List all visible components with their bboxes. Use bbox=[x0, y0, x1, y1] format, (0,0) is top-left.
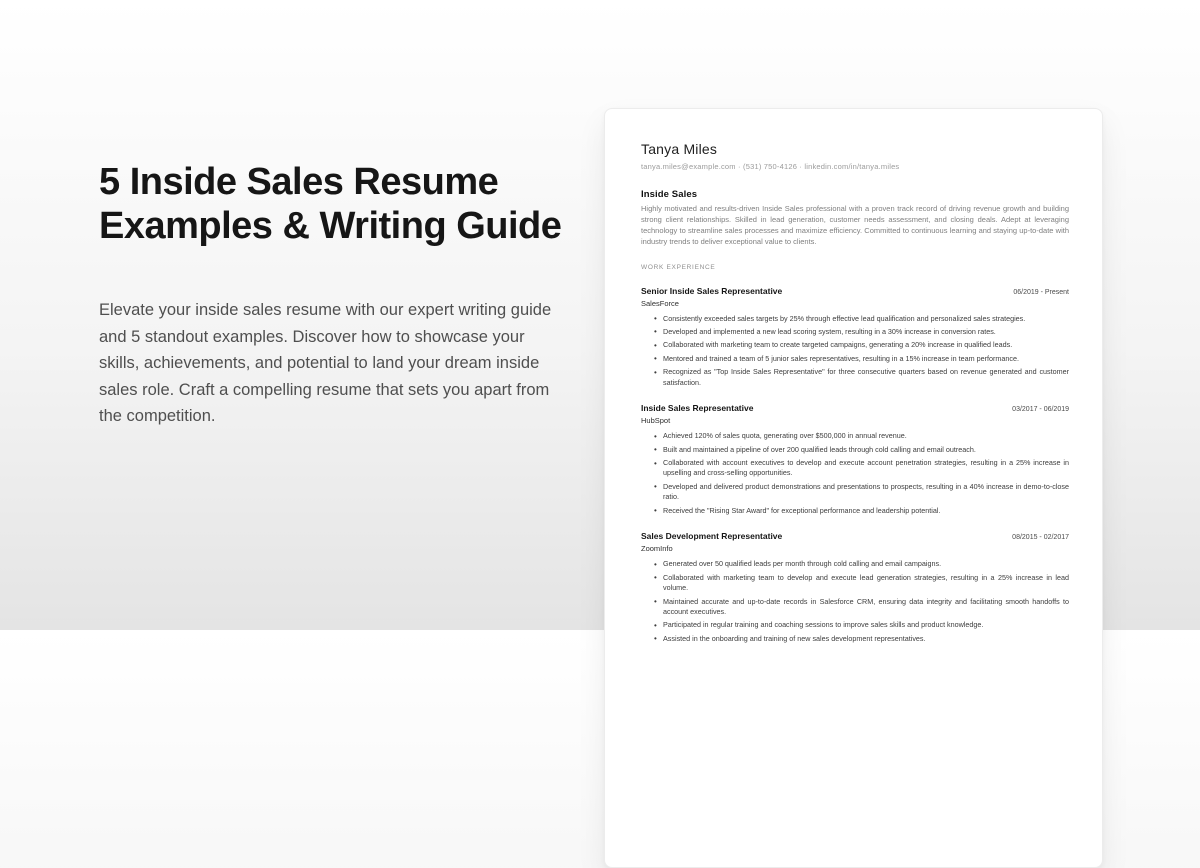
job-bullet: • Consistently exceeded sales targets by 25% through effective lead qualification and personalized sales strategies. bbox=[654, 314, 1069, 324]
job-title: Senior Inside Sales Representative bbox=[641, 285, 783, 296]
job-bullet: • Collaborated with marketing team to develop and execute lead generation strategies, resulting in a 25% increase in lead volume. bbox=[654, 573, 1069, 594]
job-header bbox=[641, 531, 1069, 541]
job-bullet: • Recognized as "Top Inside Sales Representative" for three consecutive quarters based on revenue generated and customer satisfaction. bbox=[654, 367, 1069, 388]
resume-card bbox=[604, 108, 1103, 868]
job-bullet-list bbox=[641, 431, 1069, 516]
job-bullet-list bbox=[641, 314, 1069, 389]
job-bullet: • Participated in regular training and coaching sessions to improve sales skills and product knowledge. bbox=[654, 620, 1069, 630]
job-bullet: • Mentored and trained a team of 5 junior sales representatives, resulting in a 15% increase in team performance. bbox=[654, 354, 1069, 364]
job-bullet: • Collaborated with marketing team to create targeted campaigns, generating a 20% increase in qualified leads. bbox=[654, 340, 1069, 350]
job-dates: 06/2019 - Present bbox=[1013, 288, 1069, 296]
job-company: HubSpot bbox=[641, 416, 671, 426]
job-bullet: • Developed and delivered product demonstrations and presentations to prospects, resulting in a 40% increase in demo-to-close ratio. bbox=[654, 482, 1069, 503]
resume-contact: tanya.miles@example.com · (531) 750-4126 · linkedin.com/in/tanya.miles bbox=[641, 162, 900, 171]
job-bullet: • Collaborated with account executives to develop and execute account penetration strategies, resulting in a 25% increase in upselling and cross-selling opportunities. bbox=[654, 458, 1069, 479]
resume-name: Tanya Miles bbox=[641, 141, 718, 157]
job-header bbox=[641, 403, 1069, 413]
hero-section bbox=[99, 160, 574, 430]
section-label-work-experience: WORK EXPERIENCE bbox=[641, 263, 716, 271]
job-bullet: • Maintained accurate and up-to-date records in Salesforce CRM, ensuring data integrity and facilitating smooth handoffs to account executives. bbox=[654, 597, 1069, 618]
job-entry bbox=[641, 286, 1069, 389]
job-bullet: • Achieved 120% of sales quota, generating over $500,000 in annual revenue. bbox=[654, 431, 1069, 441]
job-title: Sales Development Representative bbox=[641, 531, 783, 542]
job-bullet-list bbox=[641, 559, 1069, 644]
job-title: Inside Sales Representative bbox=[641, 403, 754, 414]
job-company: SalesForce bbox=[641, 298, 679, 308]
page-title: 5 Inside Sales Resume Examples & Writing Guide bbox=[99, 161, 562, 247]
job-bullet: • Generated over 50 qualified leads per month through cold calling and email campaigns. bbox=[654, 559, 1069, 569]
job-header bbox=[641, 286, 1069, 296]
job-dates: 03/2017 - 06/2019 bbox=[1012, 406, 1069, 414]
job-entry bbox=[641, 531, 1069, 644]
job-bullet: • Assisted in the onboarding and training of new sales development representatives. bbox=[654, 634, 1069, 644]
job-entry bbox=[641, 403, 1069, 516]
job-bullet: • Built and maintained a pipeline of over 200 qualified leads through cold calling and email outreach. bbox=[654, 445, 1069, 455]
job-dates: 08/2015 - 02/2017 bbox=[1012, 534, 1069, 542]
job-company: ZoomInfo bbox=[641, 544, 673, 554]
resume-summary: Highly motivated and results-driven Inside Sales professional with a proven track record of driving revenue growth and building strong client relationships. Skilled in lead generation, customer needs assessment, and closing deals. Adept at leveraging technology to streamline sales processes and maximize efficiency. Committed to continuous learning and staying up-to-date with industry trends to deliver exceptional value to clients. bbox=[641, 204, 1069, 246]
job-bullet: • Developed and implemented a new lead scoring system, resulting in a 30% increase in conversion rates. bbox=[654, 327, 1069, 337]
job-bullet: • Received the "Rising Star Award" for exceptional performance and leadership potential. bbox=[654, 506, 1069, 516]
page-description: Elevate your inside sales resume with our expert writing guide and 5 standout examples. Discover how to showcase your skills, achievements, and potential to land your dream inside sales role. Craft a compelling resume that sets you apart from the competition. bbox=[99, 301, 552, 425]
resume-target-title: Inside Sales bbox=[641, 189, 698, 200]
